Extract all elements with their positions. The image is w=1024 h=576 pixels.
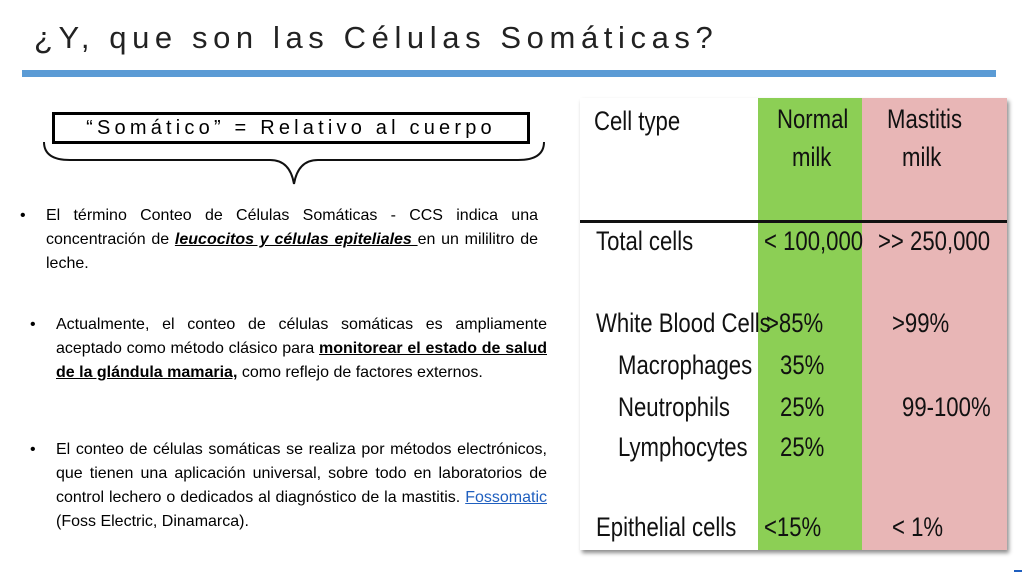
- header-divider: [580, 220, 1007, 223]
- row-normal-value: 25%: [780, 432, 825, 462]
- row-label: White Blood Cells: [596, 308, 771, 338]
- title-underline-bar: [22, 70, 996, 77]
- row-label: Neutrophils: [618, 392, 730, 422]
- row-label: Lymphocytes: [618, 432, 748, 462]
- row-normal-value: 25%: [780, 392, 825, 422]
- row-mastitis-value: < 1%: [892, 512, 944, 542]
- header-cell-type: Cell type: [594, 106, 681, 136]
- bullet-monitoring: [30, 313, 547, 385]
- corner-dash: [1014, 570, 1022, 572]
- row-label: Total cells: [596, 226, 694, 256]
- fossomatic-link[interactable]: Fossomatic: [465, 489, 547, 506]
- row-normal-value: <15%: [764, 512, 822, 542]
- row-mastitis-value: >99%: [892, 308, 950, 338]
- header-normal: Normal: [777, 104, 849, 134]
- bullet-text-end: en un mililitro de leche.: [46, 231, 539, 272]
- bullet-text: El conteo de células somáticas se realiza por métodos electrónicos, que tienen una aplicación universal, sobre todo en laboratorios de control lechero o dedicados al diagnóstico de la mastitis.: [56, 441, 547, 506]
- monitoring-emphasis: monitorear el estado de salud de la glándula mamaria,: [56, 340, 547, 381]
- row-normal-value: >85%: [766, 308, 824, 338]
- cell-type-table-image: [580, 98, 1007, 550]
- bullet-ccs-definition: [20, 204, 539, 276]
- slide-title: ¿Y, que son las Células Somáticas?: [34, 20, 719, 55]
- row-mastitis-value: 99-100%: [902, 392, 991, 422]
- bullet-text: Actualmente, el conteo de células somáticas es ampliamente aceptado como método clásico para: [56, 316, 547, 357]
- row-normal-value: 35%: [780, 350, 825, 380]
- row-label: Macrophages: [618, 350, 753, 380]
- row-label: Epithelial cells: [596, 512, 737, 542]
- header-mastitis-milk: milk: [902, 142, 942, 172]
- curly-brace: [40, 140, 548, 188]
- row-mastitis-value: >> 250,000: [878, 226, 991, 256]
- bullet-methods: [30, 438, 547, 534]
- bullet-text: El término Conteo de Células Somáticas - CCS indica una concentración de: [46, 207, 538, 248]
- row-normal-value: < 100,000: [764, 226, 864, 256]
- bullet-dot: •: [30, 316, 36, 333]
- bullet-text-end: como reflejo de factores externos.: [237, 364, 483, 381]
- bullet-dot: •: [30, 441, 36, 458]
- header-normal-milk: milk: [792, 142, 832, 172]
- bullet-dot: •: [20, 207, 26, 224]
- leucocitos-emphasis: leucocitos y células epiteliales: [174, 231, 418, 248]
- definition-box: “Somático” = Relativo al cuerpo: [52, 112, 530, 144]
- bullet-text-end: (Foss Electric, Dinamarca).: [56, 513, 249, 530]
- header-mastitis: Mastitis: [887, 104, 963, 134]
